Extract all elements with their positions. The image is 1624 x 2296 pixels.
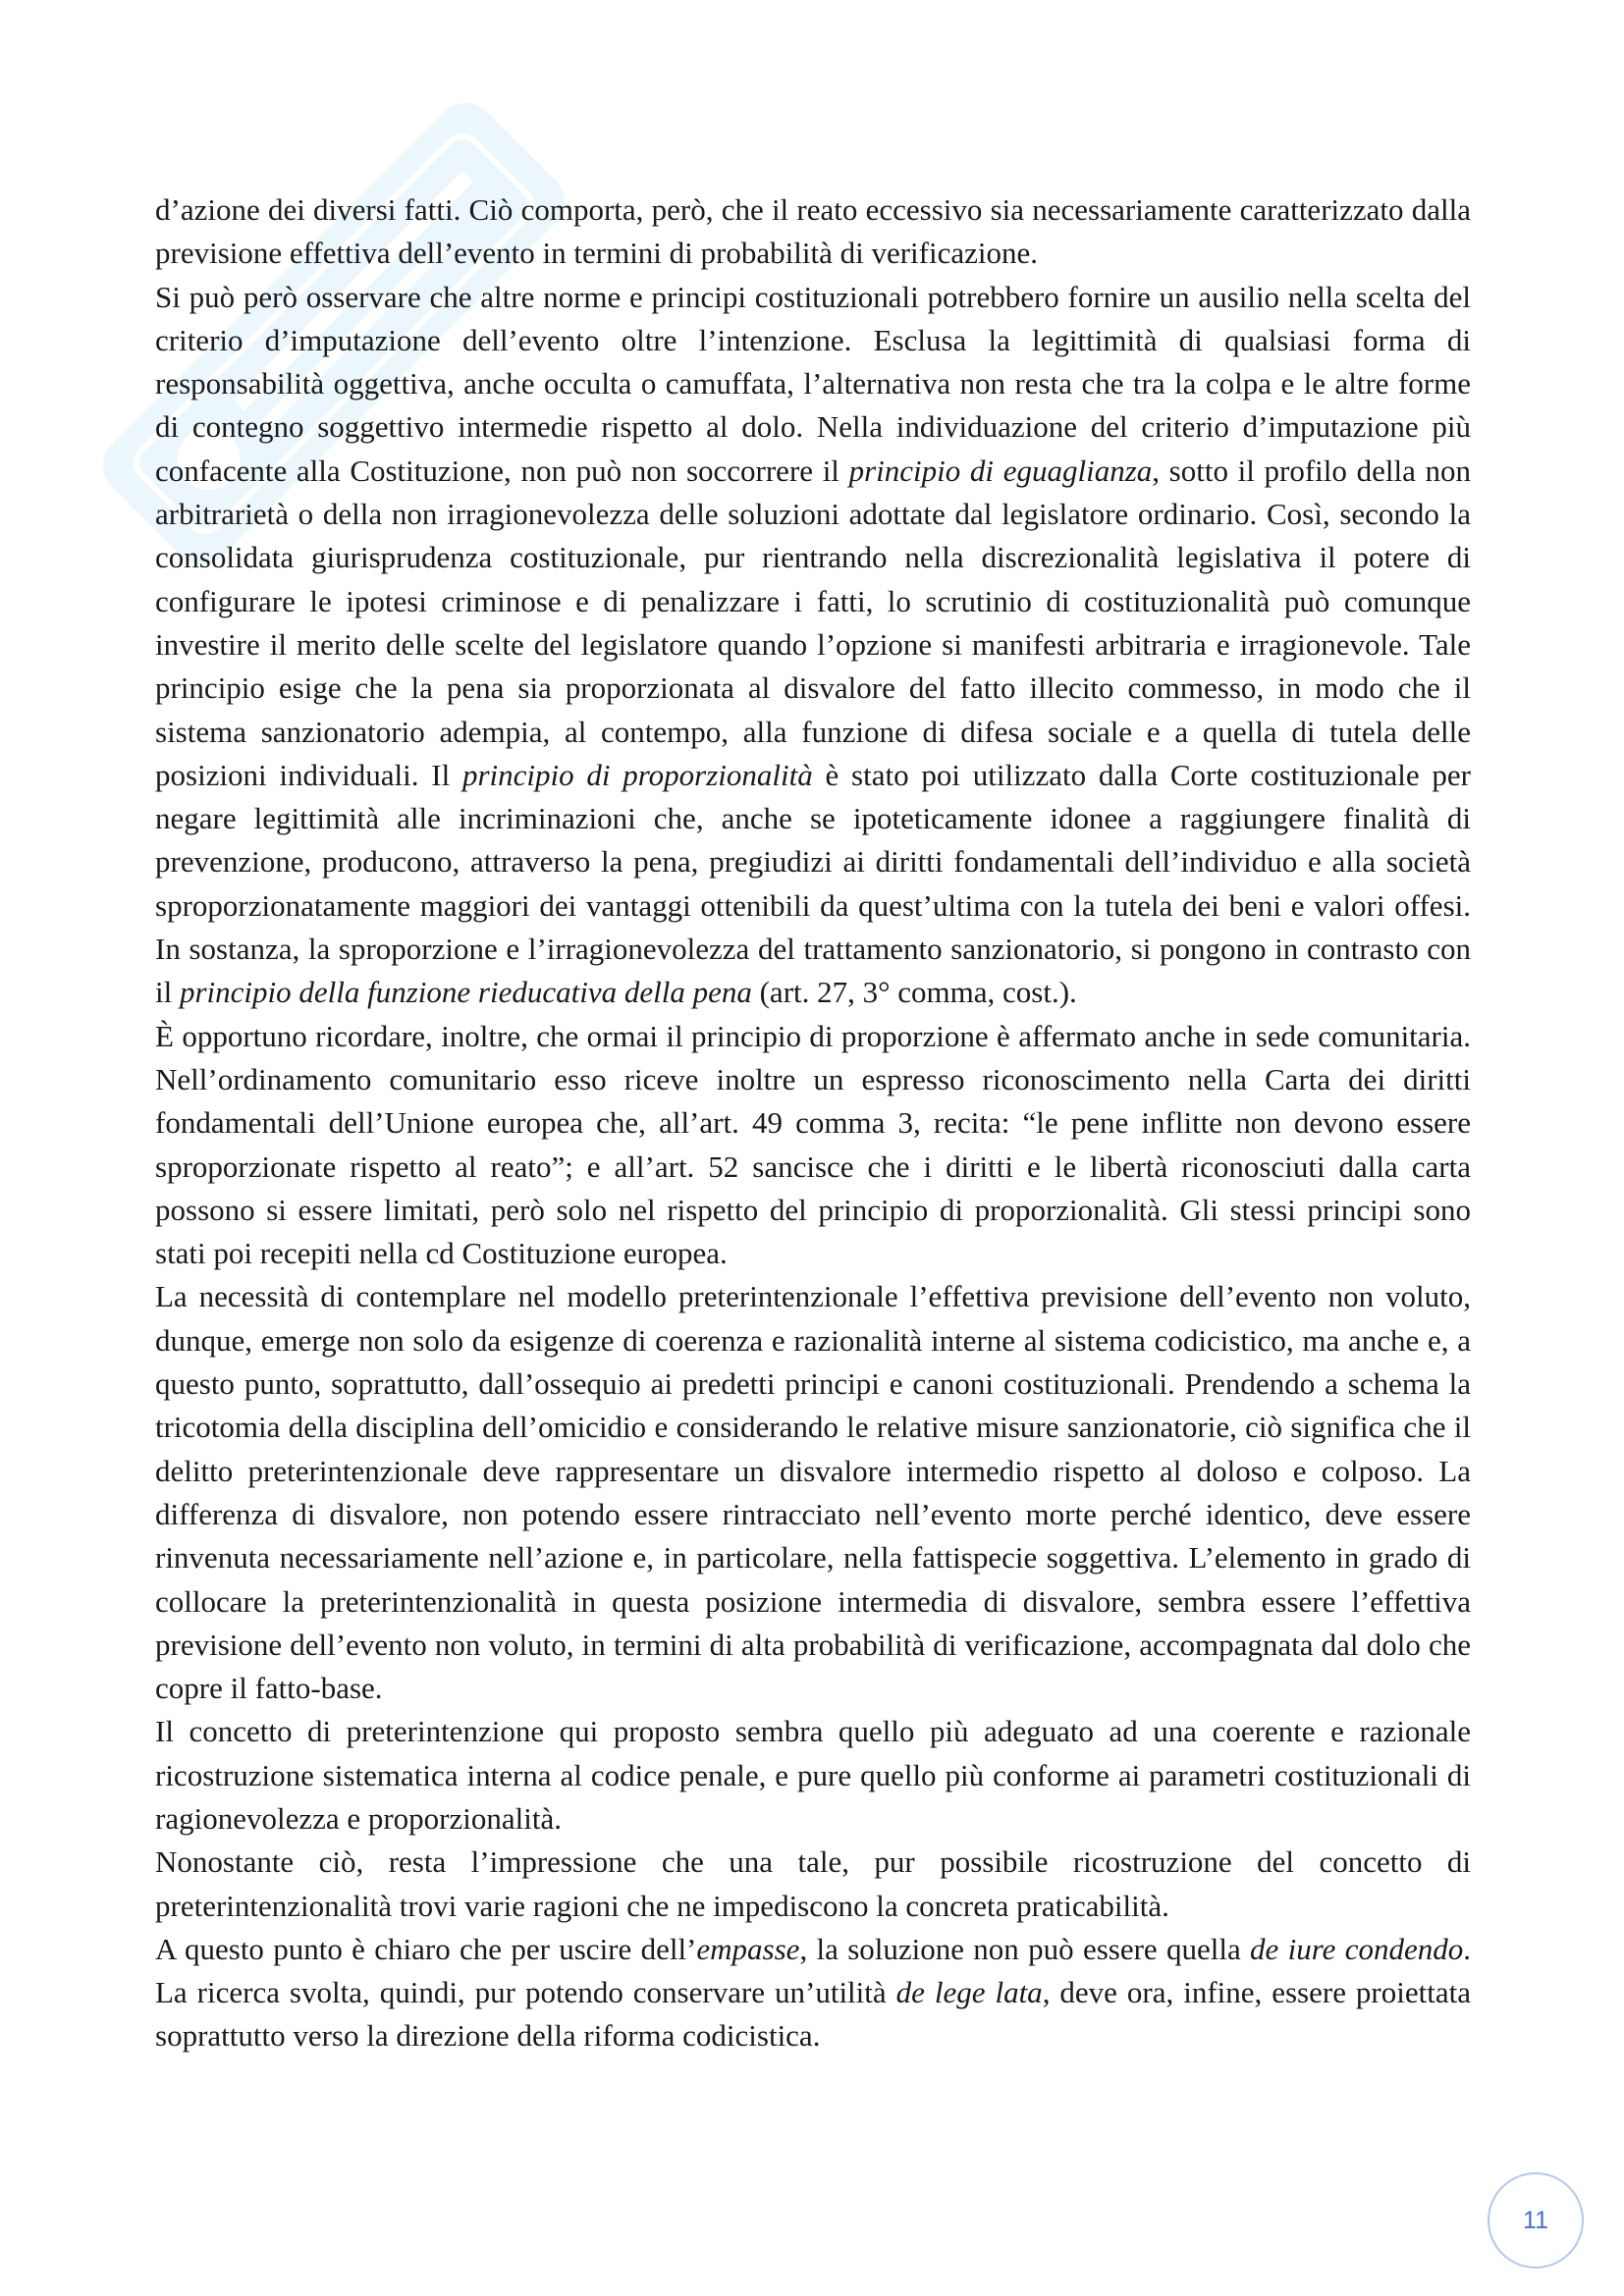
text-run: d’azione dei diversi fatti. Ciò comporta, però, che il reato eccessivo sia necessariamente caratterizzato dalla previsione effettiva dell’evento in termini di probabilità di verificazione.: [155, 192, 1471, 271]
italic-text-run: principio della funzione rieducativa della pena: [179, 975, 752, 1010]
paragraph: [155, 188, 1471, 276]
text-run: , deve ora, infine, essere proiettata soprattutto verso la direzione della riforma codicistica.: [155, 1975, 1471, 2054]
text-run: Il concetto di preterintenzione qui proposto sembra quello più adeguato ad una coerente e razionale ricostruzione sistematica interna al codice penale, e pure quello più conforme ai parametri costituzionali di ragionevolezza e proporzionalità.: [155, 1714, 1471, 1836]
italic-text-run: principio di proporzionalità: [461, 757, 813, 792]
text-run: è stato poi utilizzato dalla Corte costituzionale per negare legittimità alle incriminazioni che, anche se ipoteticamente idonee a raggiungere finalità di prevenzione, producono, attraverso la pena, pregiudizi ai diritti fondamentali dell’individuo e alla società sproporzionatamente maggiori dei vantaggi ottenibili da quest’ultima con la tutela dei beni e valori offesi. In sostanza, la sproporzione e l’irragionevolezza del trattamento sanzionatorio, si pongono in contrasto con il: [155, 757, 1471, 1010]
italic-text-run: de lege lata: [895, 1975, 1043, 2010]
text-run: (art. 27, 3° comma, cost.).: [751, 975, 1077, 1010]
text-run: , la soluzione non può essere quella: [799, 1931, 1251, 1966]
text-run: , sotto il profilo della non arbitrarietà o della non irragionevolezza delle soluzioni adottate dal legislatore ordinario. Così, secondo la consolidata giurisprudenza costituzionale, pur rientrando nella discrezionalità legislativa il potere di configurare le ipotesi criminose e di penalizzare i fatti, lo scrutinio di costituzionalità può comunque investire il merito delle scelte del legislatore quando l’opzione si manifesti arbitraria e irragionevole. Tale principio esige che la pena sia proporzionata al disvalore del fatto illecito commesso, in modo che il sistema sanzionatorio adempia, al contempo, alla funzione di difesa sociale e a quella di tutela delle posizioni individuali. Il: [155, 453, 1471, 792]
text-run: La necessità di contemplare nel modello preterintenzionale l’effettiva previsione dell’evento non voluto, dunque, emerge non solo da esigenze di coerenza e razionalità interne al sistema codicistico, ma anche e, a questo punto, soprattutto, dall’ossequio ai predetti principi e canoni costituzionali. Prendendo a schema la tricotomia della disciplina dell’omicidio e considerando le relative misure sanzionatorie, ciò significa che il delitto preterintenzionale deve rappresentare un disvalore intermedio rispetto al doloso e colposo. La differenza di disvalore, non potendo essere rintracciato nell’evento morte perché identico, deve essere rinvenuta necessariamente nell’azione e, in particolare, nella fattispecie soggettiva. L’elemento in grado di collocare la preterintenzionalità in questa posizione intermedia di disvalore, sembra essere l’effettiva previsione dell’evento non voluto, in termini di alta probabilità di verificazione, accompagnata dal dolo che copre il fatto-base.: [155, 1279, 1471, 1706]
paragraph: [155, 1928, 1471, 2058]
paragraph: [155, 1841, 1471, 1928]
italic-text-run: empasse: [696, 1931, 800, 1966]
text-run: È opportuno ricordare, inoltre, che ormai il principio di proporzione è affermato anche in sede comunitaria. Nell’ordinamento comunitario esso riceve inoltre un espresso riconoscimento nella Carta dei diritti fondamentali dell’Unione europea che, all’art. 49 comma 3, recita: “le pene inflitte non devono essere sproporzionate rispetto al reato”; e all’art. 52 sancisce che i diritti e le libertà riconosciuti dalla carta possono si essere limitati, però solo nel rispetto del principio di proporzionalità. Gli stessi principi sono stati poi recepiti nella cd Costituzione europea.: [155, 1018, 1471, 1271]
document-body: [155, 188, 1471, 2058]
paragraph: [155, 276, 1471, 1015]
italic-text-run: principio di eguaglianza: [848, 453, 1153, 488]
italic-text-run: de iure condendo: [1250, 1931, 1464, 1966]
text-run: . La ricerca svolta, quindi, pur potendo conservare un’utilità: [155, 1931, 1471, 2010]
page-number: 11: [1488, 2172, 1584, 2269]
paragraph: [155, 1015, 1471, 1276]
text-run: Si può però osservare che altre norme e principi costituzionali potrebbero fornire un ausilio nella scelta del criterio d’imputazione dell’evento oltre l’intenzione. Esclusa la legittimità di qualsiasi forma di responsabilità oggettiva, anche occulta o camuffata, l’alternativa non resta che tra la colpa e le altre forme di contegno soggettivo intermedie rispetto al dolo. Nella individuazione del criterio d’imputazione più confacente alla Costituzione, non può non soccorrere il: [155, 279, 1471, 488]
text-run: Nonostante ciò, resta l’impressione che una tale, pur possibile ricostruzione del concetto di preterintenzionalità trovi varie ragioni che ne impediscono la concreta praticabilità.: [155, 1844, 1471, 1923]
text-run: A questo punto è chiaro che per uscire dell’: [155, 1931, 697, 1966]
paragraph: [155, 1710, 1471, 1841]
paragraph: [155, 1275, 1471, 1710]
